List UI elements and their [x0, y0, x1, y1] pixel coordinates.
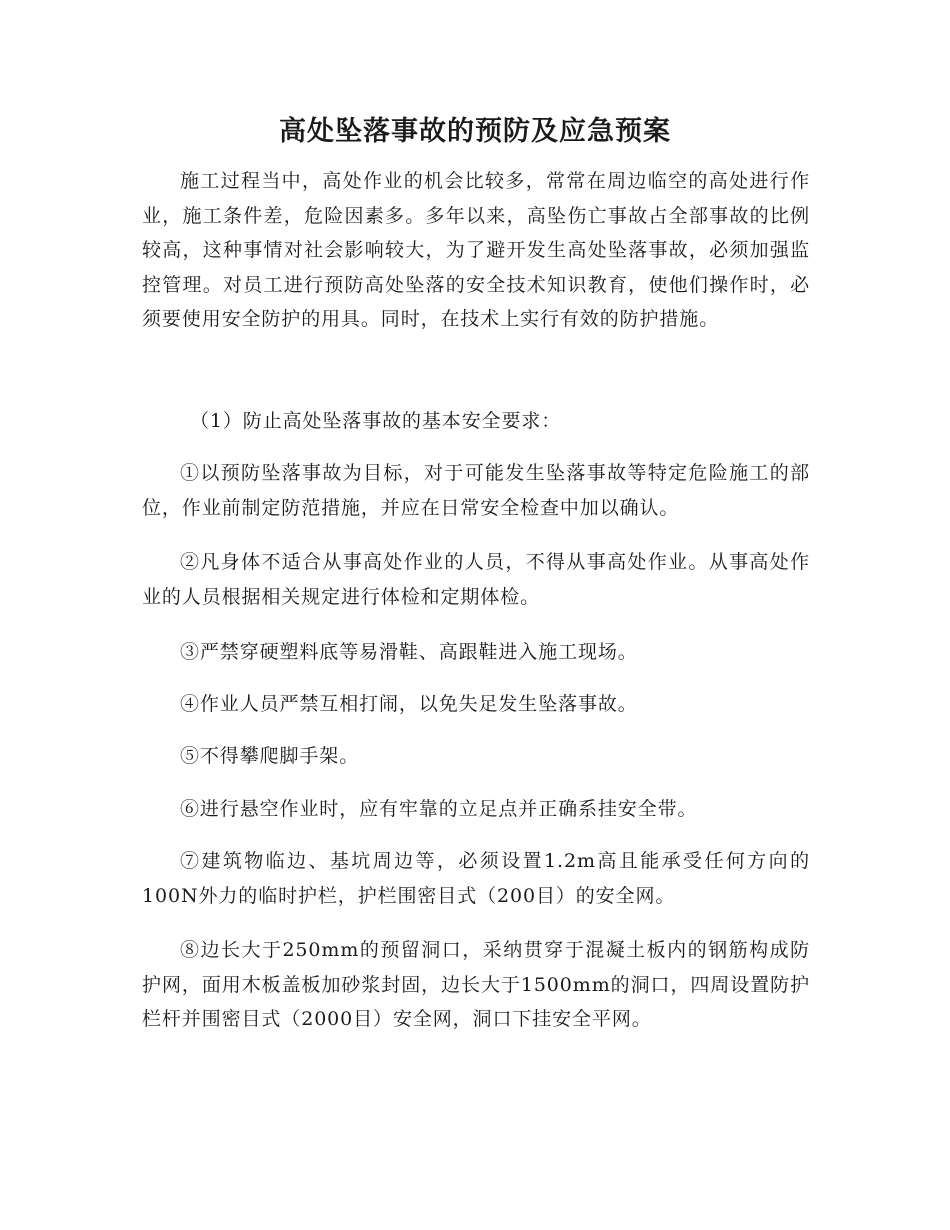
- requirement-item: ①以预防坠落事故为目标，对于可能发生坠落事故等特定危险施工的部位，作业前制定防范措施，并应在日常安全检查中加以确认。: [142, 462, 810, 519]
- requirement-item: ②凡身体不适合从事高处作业的人员，不得从事高处作业。从事高处作业的人员根据相关规定进行体检和定期体检。: [142, 551, 810, 608]
- requirement-item: ⑧边长大于250mm的预留洞口，采纳贯穿于混凝土板内的钢筋构成防护网，面用木板盖板加砂浆封固，边长大于1500mm的洞口，四周设置防护栏杆并围密目式（2000目）安全网，洞口下挂安全平网。: [142, 939, 810, 1030]
- requirement-item: ⑥进行悬空作业时，应有牢靠的立足点并正确系挂安全带。: [180, 798, 698, 820]
- requirement-item: ③严禁穿硬塑料底等易滑鞋、高跟鞋进入施工现场。: [180, 641, 638, 663]
- document-title: 高处坠落事故的预防及应急预案: [279, 116, 671, 147]
- requirement-item: ⑤不得攀爬脚手架。: [180, 745, 360, 767]
- requirements-heading: （1）防止高处坠落事故的基本安全要求：: [190, 410, 562, 432]
- intro-paragraph: 施工过程当中，高处作业的机会比较多，常常在周边临空的高处进行作业，施工条件差，危险因素多。多年以来，高坠伤亡事故占全部事故的比例较高，这种事情对社会影响较大，为了避开发生高处坠落事故，必须加强监控管理。对员工进行预防高处坠落的安全技术知识教育，使他们操作时，必须要使用安全防护的用具。同时，在技术上实行有效的防护措施。: [142, 170, 810, 330]
- requirement-item: ⑦建筑物临边、基坑周边等，必须设置1.2m高且能承受任何方向的100N外力的临时护栏，护栏围密目式（200目）的安全网。: [142, 850, 810, 907]
- requirement-item: ④作业人员严禁互相打闹，以免失足发生坠落事故。: [180, 693, 638, 715]
